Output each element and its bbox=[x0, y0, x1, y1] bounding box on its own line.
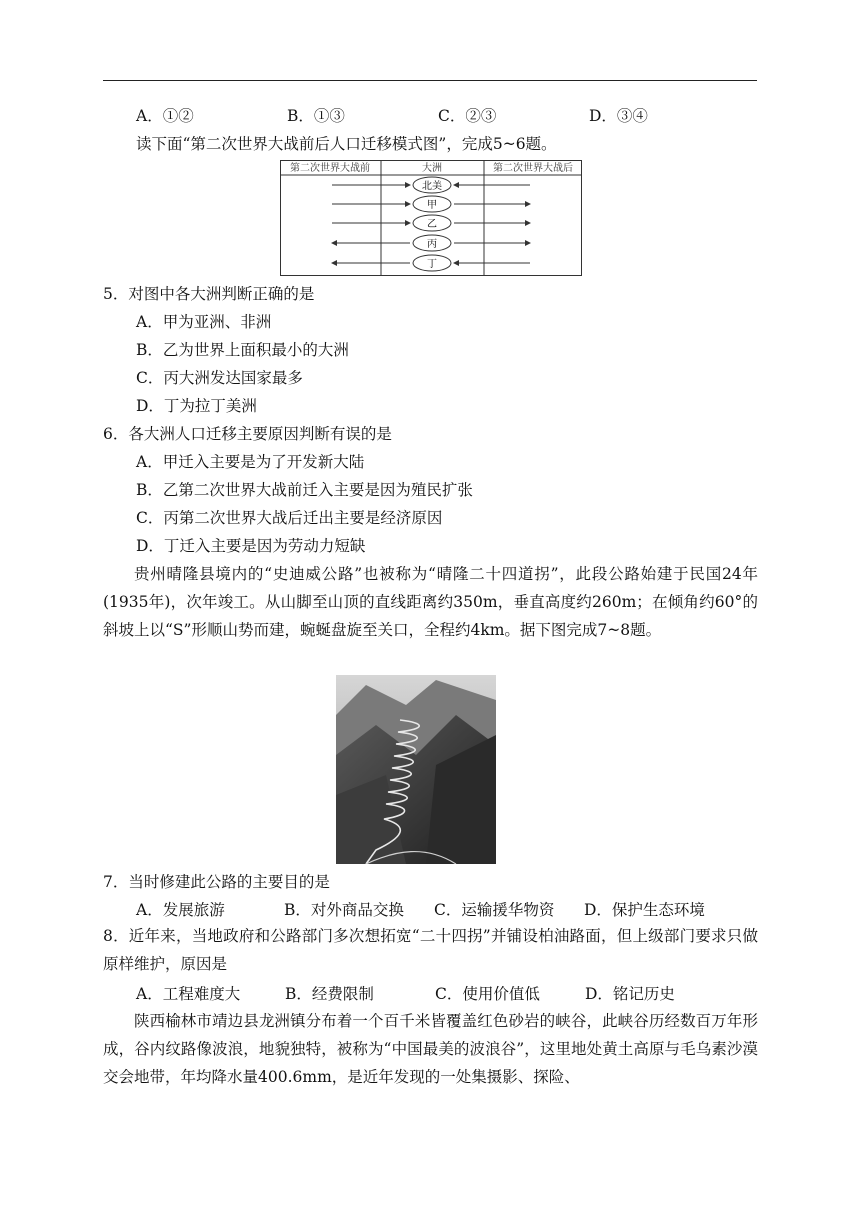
q4-option-a: A．①② bbox=[136, 107, 194, 125]
intro-5-6: 读下面“第二次世界大战前后人口迁移模式图”，完成5~6题。 bbox=[136, 135, 557, 153]
node-label-3: 丙 bbox=[427, 239, 437, 250]
q7-option-b: B．对外商品交换 bbox=[284, 901, 404, 919]
q8-options bbox=[136, 984, 675, 1004]
q5-stem: 5．对图中各大洲判断正确的是 bbox=[103, 285, 315, 303]
q8-option-d: D．铭记历史 bbox=[585, 985, 675, 1003]
q4-options bbox=[136, 106, 648, 126]
q5-option-a: A．甲为亚洲、非洲 bbox=[136, 313, 272, 331]
q8-stem: 8．近年来，当地政府和公路部门多次想拓宽“二十四拐”并铺设柏油路面，但上级部门要求只做原样维护，原因是 bbox=[103, 927, 758, 973]
node-label-1: 甲 bbox=[427, 200, 437, 211]
road-photo bbox=[336, 675, 496, 864]
q8-option-b: B．经费限制 bbox=[285, 985, 374, 1003]
q6-stem: 6．各大洲人口迁移主要原因判断有误的是 bbox=[103, 425, 392, 443]
q6-option-a: A．甲迁入主要是为了开发新大陆 bbox=[136, 453, 365, 471]
q8-option-c: C．使用价值低 bbox=[435, 985, 540, 1003]
diagram-header-left: 第二次世界大战前 bbox=[290, 163, 370, 174]
q7-option-c: C．运输援华物资 bbox=[434, 901, 555, 919]
q6-option-d: D．丁迁入主要是因为劳动力短缺 bbox=[136, 537, 366, 555]
q7-stem: 7．当时修建此公路的主要目的是 bbox=[103, 873, 330, 891]
node-label-4: 丁 bbox=[427, 259, 437, 270]
q7-option-a: A．发展旅游 bbox=[136, 901, 225, 919]
q8-option-a: A．工程难度大 bbox=[136, 985, 241, 1003]
passage-7-8: 贵州晴隆县境内的“史迪威公路”也被称为“晴隆二十四道拐”，此段公路始建于民国24年(1935年)，次年竣工。从山脚至山顶的直线距离约350m，垂直高度约260m；在倾角约60°的斜坡上以“S”形顺山势而建，蜿蜒盘旋至关口，全程约4km。据下图完成7~8题。 bbox=[103, 565, 758, 639]
q4-option-b: B．①③ bbox=[287, 107, 345, 125]
q6-option-b: B．乙第二次世界大战前迁入主要是因为殖民扩张 bbox=[136, 481, 473, 499]
q6-option-c: C．丙第二次世界大战后迁出主要是经济原因 bbox=[136, 509, 443, 527]
q7-option-d: D．保护生态环境 bbox=[584, 901, 705, 919]
q5-option-d: D．丁为拉丁美洲 bbox=[136, 397, 257, 415]
q5-option-c: C．丙大洲发达国家最多 bbox=[136, 369, 303, 387]
migration-diagram bbox=[280, 160, 582, 276]
q4-option-d: D．③④ bbox=[589, 107, 648, 125]
diagram-header-mid: 大洲 bbox=[422, 163, 442, 174]
diagram-header-right: 第二次世界大战后 bbox=[493, 163, 573, 174]
header-rule bbox=[103, 80, 757, 81]
node-label-0: 北美 bbox=[422, 181, 442, 192]
passage-next: 陕西榆林市靖边县龙洲镇分布着一个百千米皆覆盖红色砂岩的峡谷，此峡谷历经数百万年形成，谷内纹路像波浪，地貌独特，被称为“中国最美的波浪谷”，这里地处黄土高原与毛乌素沙漠交会地带，年均降水量400.6mm，是近年发现的一处集摄影、探险、 bbox=[103, 1012, 758, 1086]
q4-option-c: C．②③ bbox=[438, 107, 497, 125]
q7-options bbox=[136, 900, 705, 920]
q5-option-b: B．乙为世界上面积最小的大洲 bbox=[136, 341, 349, 359]
node-label-2: 乙 bbox=[427, 219, 437, 230]
